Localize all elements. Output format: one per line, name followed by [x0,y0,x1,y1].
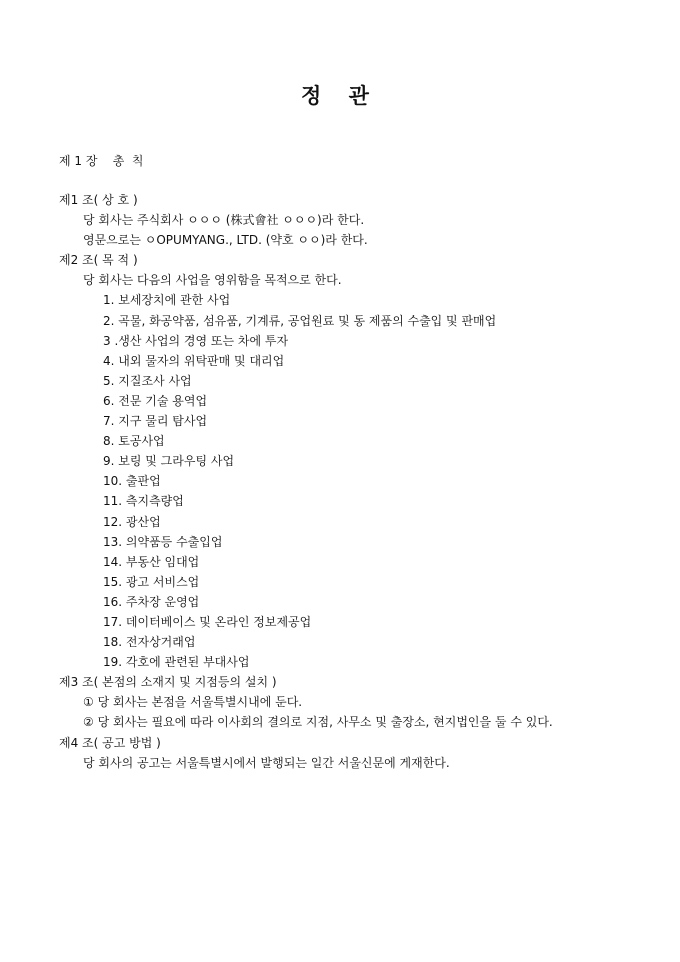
document-title: 정 관 [301,84,379,108]
list-item: 4. 내외 물자의 위탁판매 및 대리업 [103,353,285,368]
article-text: 영문으로는 ㅇOPUMYANG., LTD. (약호 ㅇㅇ)라 한다. [83,233,368,248]
list-item: 13. 의약품등 수출입업 [103,534,223,549]
article-text: ② 당 회사는 필요에 따라 이사회의 결의로 지점, 사무소 및 출장소, 현지법인을 둘 수 있다. [83,715,553,730]
purpose-list [59,290,659,672]
article-heading: 제1 조( 상 호 ) [59,193,138,207]
list-item: 19. 각호에 관련된 부대사업 [103,655,250,670]
document-body [59,190,659,773]
list-item: 9. 보링 및 그라우팅 사업 [103,454,235,469]
list-item: 1. 보세장치에 관한 사업 [103,293,231,308]
article-heading: 제3 조( 본점의 소재지 및 지점등의 설치 ) [59,675,277,690]
article-text: 당 회사는 다음의 사업을 영위함을 목적으로 한다. [83,273,342,288]
article-3 [59,672,659,732]
list-item: 10. 출판업 [103,474,161,489]
article-2 [59,250,659,672]
article-text: ① 당 회사는 본점을 서울특별시내에 둔다. [83,695,303,710]
list-item: 14. 부동산 임대업 [103,554,200,569]
article-text: 당 회사의 공고는 서울특별시에서 발행되는 일간 서울신문에 게재한다. [83,755,450,770]
chapter-heading: 제 1 장 총 칙 [59,154,144,168]
list-item: 17. 데이터베이스 및 온라인 정보제공업 [103,614,312,629]
article-heading: 제4 조( 공고 방법 ) [59,735,161,750]
list-item: 15. 광고 서비스업 [103,574,200,589]
article-1 [59,190,659,250]
article-heading: 제2 조( 목 적 ) [59,253,138,268]
article-text: 당 회사는 주식회사 ㅇㅇㅇ (株式會社 ㅇㅇㅇ)라 한다. [83,213,365,228]
list-item: 16. 주차장 운영업 [103,594,200,609]
list-item: 18. 전자상거래업 [103,635,196,650]
list-item: 11. 측지측량업 [103,494,184,509]
list-item: 3 .생산 사업의 경영 또는 차에 투자 [103,333,289,348]
list-item: 6. 전문 기술 용역업 [103,393,208,408]
list-item: 5. 지질조사 사업 [103,373,192,388]
list-item: 7. 지구 물리 탐사업 [103,414,208,429]
list-item: 8. 토공사업 [103,434,165,449]
article-4 [59,733,659,773]
list-item: 2. 곡물, 화공약품, 섬유품, 기계류, 공업원료 및 동 제품의 수출입 및 판매업 [103,313,497,328]
list-item: 12. 광산업 [103,514,161,529]
